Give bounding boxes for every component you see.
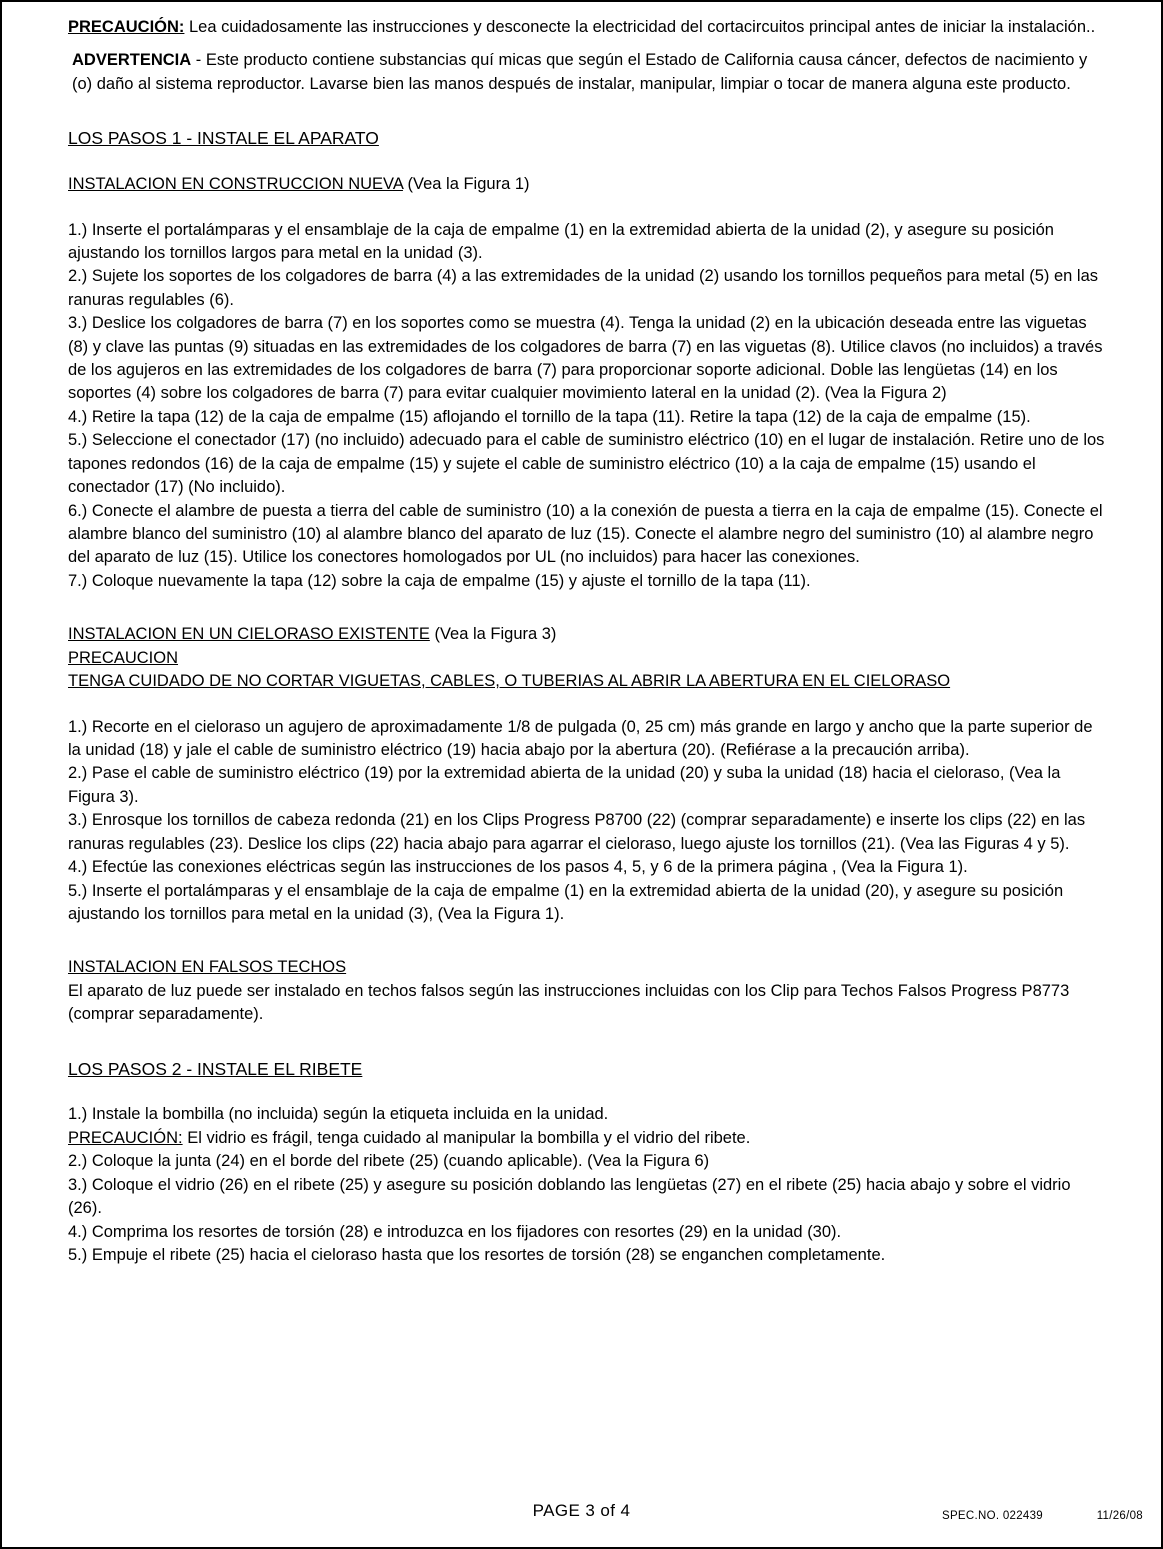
- step1-heading: LOS PASOS 1 - INSTALE EL APARATO: [68, 128, 379, 149]
- step2-caution: [68, 1127, 1105, 1150]
- new-construction-step: 3.) Deslice los colgadores de barra (7) en los soportes como se muestra (4). Tenga la unidad (2) en la ubicación deseada entre las viguetas (8) y clave las puntas (9) situadas en las extremidades de los colgadores de barra (7) en las viguetas (8). Utilice clavos (no incluidos) a través de los agujeros en las extremidades de los colgadores de barra (7) para proporcionar soporte adicional. Doble las lengüetas (14) en los soportes (4) sobre los colgadores de barra (7) para evitar cualquier movimiento lateral en la unidad (2). (Vea la Figura 2): [68, 314, 1103, 403]
- page-footer: [2, 1501, 1161, 1531]
- step1-heading-wrap: [68, 126, 1105, 151]
- false-ceiling-subheading: [68, 956, 1105, 979]
- spacer: [68, 197, 1105, 219]
- page-number: PAGE 3 of 4: [532, 1501, 631, 1520]
- warning-text: - Este producto contiene substancias quí micas que según el Estado de California causa cáncer, defectos de nacimiento y (o) daño al sistema reproductor. Lavarse bien las manos después de instalar, manipular, limpiar o tocar de manera alguna este producto.: [72, 51, 1088, 93]
- step2-item: 1.) Instale la bombilla (no incluida) según la etiqueta incluida en la unidad.: [68, 1105, 609, 1124]
- existing-ceiling-caution-line-wrap: [68, 670, 1105, 693]
- existing-ceiling-caution-word: PRECAUCION: [68, 648, 179, 667]
- existing-ceiling-caution-line: TENGA CUIDADO DE NO CORTAR VIGUETAS, CABLES, O TUBERIAS AL ABRIR LA ABERTURA EN EL CIELORASO: [68, 672, 951, 691]
- spacer: [68, 151, 1105, 173]
- spacer: [68, 39, 1105, 49]
- existing-ceiling-step: 3.) Enrosque los tornillos de cabeza redonda (21) en los Clips Progress P8700 (22) (comprar separadamente) e inserte los clips (22) en las ranuras regulables (23). Deslice los clips (22) hacia abajo para agarrar el cieloraso, luego ajuste los tornillos (21). (Vea las Figuras 4 y 5).: [68, 811, 1086, 853]
- warning-notice: [68, 49, 1105, 96]
- new-construction-subheading: [68, 173, 1105, 196]
- step2-heading: LOS PASOS 2 - INSTALE EL RIBETE: [68, 1058, 363, 1079]
- new-construction-step: 1.) Inserte el portalámparas y el ensamblaje de la caja de empalme (1) en la extremidad abierta de la unidad (2), y asegure su posición ajustando los tornillos largos para metal en la unidad (3).: [68, 220, 1054, 262]
- existing-ceiling-subheading: [68, 623, 1105, 646]
- step2-item: 4.) Comprima los resortes de torsión (28) e introduzca en los fijadores con resortes (29) en la unidad (30).: [68, 1222, 842, 1241]
- new-construction-title: INSTALACION EN CONSTRUCCION NUEVA: [68, 175, 403, 194]
- step2-caution-label: PRECAUCIÓN:: [68, 1128, 183, 1147]
- spec-number: SPEC.NO. 022439: [941, 1510, 1043, 1522]
- new-construction-title-suffix: (Vea la Figura 1): [402, 175, 530, 194]
- false-ceiling-title: INSTALACION EN FALSOS TECHOS: [68, 958, 347, 977]
- new-construction-step: 4.) Retire la tapa (12) de la caja de empalme (15) aflojando el tornillo de la tapa (11). Retire la tapa (12) de la caja de empalme (15).: [68, 407, 1031, 426]
- existing-ceiling-title-suffix: (Vea la Figura 3): [429, 625, 557, 644]
- false-ceiling-text: El aparato de luz puede ser instalado en techos falsos según las instrucciones incluidas con los Clip para Techos Falsos Progress P8773 (comprar separadamente).: [68, 981, 1070, 1024]
- document-date: 11/26/08: [1096, 1510, 1143, 1522]
- new-construction-step: 2.) Sujete los soportes de los colgadores de barra (4) a las extremidades de la unidad (2) usando los tornillos pequeños para metal (5) en las ranuras regulables (6).: [68, 267, 1099, 309]
- existing-ceiling-step: 5.) Inserte el portalámparas y el ensamblaje de la caja de empalme (1) en la extremidad abierta de la unidad (20), y asegure su posición ajustando los tornillos para metal en la unidad (3), (Vea la Figura 1).: [68, 881, 1064, 923]
- caution-text: Lea cuidadosamente las instrucciones y desconecte la electricidad del cortacircuitos principal antes de iniciar la instalación..: [184, 18, 1096, 36]
- step2-item: 3.) Coloque el vidrio (26) en el ribete (25) y asegure su posición doblando las lengüetas (27) en el ribete (25) hacia abajo y sobre el vidrio (26).: [68, 1175, 1071, 1218]
- existing-ceiling-title: INSTALACION EN UN CIELORASO EXISTENTE: [68, 625, 430, 644]
- existing-ceiling-step: 4.) Efectúe las conexiones eléctricas según las instrucciones de los pasos 4, 5, y 6 de la primera página , (Vea la Figura 1).: [68, 858, 968, 877]
- spacer: [68, 1081, 1105, 1103]
- warning-label: ADVERTENCIA: [72, 51, 192, 70]
- spacer: [68, 926, 1105, 956]
- caution-notice: [68, 16, 1105, 39]
- new-construction-step: 5.) Seleccione el conectador (17) (no incluido) adecuado para el cable de suministro eléctrico (10) en el lugar de instalación. Retire uno de los tapones redondos (16) de la caja de empalme (15) y sujete el cable de suministro eléctrico (10) a la caja de empalme (15) usando el conectador (17) (No incluido).: [68, 431, 1105, 497]
- caution-label: PRECAUCIÓN:: [68, 18, 185, 36]
- spacer: [68, 96, 1105, 126]
- spacer: [68, 694, 1105, 716]
- document-content: [68, 16, 1105, 1267]
- step2-item: 2.) Coloque la junta (24) en el borde del ribete (25) (cuando aplicable). (Vea la Figura 6): [68, 1152, 710, 1171]
- new-construction-step: 6.) Conecte el alambre de puesta a tierra del cable de suministro (10) a la conexión de puesta a tierra en la caja de empalme (15). Conecte el alambre blanco del suministro (10) al alambre blanco del aparato de luz (15). Conecte el alambre negro del suministro (10) al alambre negro del aparato de luz (15). Utilice los conectores homologados por UL (no incluidos) para hacer las conexiones.: [68, 501, 1103, 567]
- spacer: [68, 593, 1105, 623]
- step2-heading-wrap: [68, 1057, 1105, 1082]
- new-construction-step: 7.) Coloque nuevamente la tapa (12) sobre la caja de empalme (15) y ajuste el tornillo de la tapa (11).: [68, 571, 811, 590]
- spacer: [68, 1027, 1105, 1057]
- step2-caution-text: El vidrio es frágil, tenga cuidado al manipular la bombilla y el vidrio del ribete.: [182, 1128, 751, 1147]
- step2-item: 5.) Empuje el ribete (25) hacia el cieloraso hasta que los resortes de torsión (28) se enganchen completamente.: [68, 1245, 886, 1264]
- existing-ceiling-step: 1.) Recorte en el cieloraso un agujero de aproximadamente 1/8 de pulgada (0, 25 cm) más grande en largo y ancho que la parte superior de la unidad (18) y jale el cable de suministro eléctrico (19) hacia abajo por la abertura (20). (Refiérase a la precaución arriba).: [68, 717, 1093, 759]
- existing-ceiling-step: 2.) Pase el cable de suministro eléctrico (19) por la extremidad abierta de la unidad (20) y suba la unidad (18) hacia el cieloraso, (Vea la Figura 3).: [68, 764, 1061, 806]
- existing-ceiling-caution-word-wrap: [68, 647, 1105, 670]
